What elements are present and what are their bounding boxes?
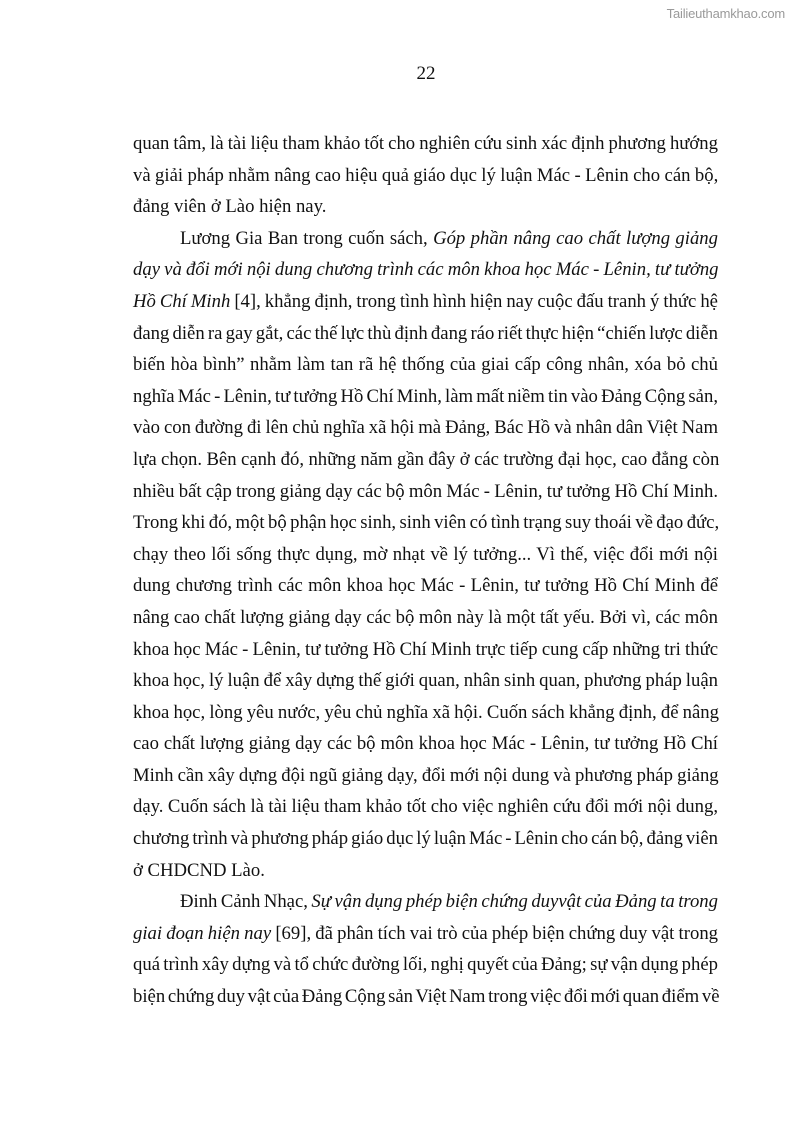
text-line	[133, 128, 718, 160]
text-line	[133, 791, 718, 823]
text-segment: nhiều bất cập trong giảng dạy các bộ môn Mác - Lênin, tư tưởng Hồ Chí Minh.	[133, 480, 718, 502]
text-line	[133, 634, 718, 666]
text-segment: chạy theo lối sống thực dụng, mờ nhạt về lý tưởng... Vì thế, việc đổi mới nội	[133, 543, 718, 565]
text-line	[133, 539, 718, 571]
italic-title-text: Sự vận dụng phép biện chứng duyvật của Đảng ta trong	[311, 891, 718, 913]
text-line	[133, 697, 718, 729]
text-segment: dung chương trình các môn khoa học Mác - Lênin, tư tưởng Hồ Chí Minh để	[133, 575, 718, 597]
text-segment: quá trình xây dựng và tổ chức đường lối, nghị quyết của Đảng; sự vận dụng phép	[133, 954, 718, 976]
text-line	[133, 286, 718, 318]
text-line	[133, 444, 718, 476]
text-segment: quan tâm, là tài liệu tham khảo tốt cho nghiên cứu sinh xác định phương hướng	[133, 133, 718, 154]
paragraph	[133, 223, 718, 886]
text-segment: nghĩa Mác - Lênin, tư tưởng Hồ Chí Minh, làm mất niềm tin vào Đảng Cộng sản,	[133, 385, 718, 407]
text-segment: ở CHDCND Lào.	[133, 859, 265, 881]
text-line	[133, 160, 718, 192]
text-line	[133, 855, 718, 887]
text-line	[133, 949, 718, 981]
text-segment: biến hòa bình” nhằm làm tan rã hệ thống của giai cấp công nhân, xóa bỏ chủ	[133, 354, 718, 376]
paragraph	[133, 886, 718, 1012]
body-text	[133, 128, 718, 1013]
text-line	[133, 476, 718, 508]
text-segment: [69], đã phân tích vai trò của phép biện chứng duy vật trong	[271, 922, 719, 944]
text-segment: chương trình và phương pháp giáo dục lý luận Mác - Lênin cho cán bộ, đảng viên	[133, 828, 718, 850]
text-segment: dạy. Cuốn sách là tài liệu tham khảo tốt cho việc nghiên cứu đổi mới nội dung,	[133, 796, 718, 818]
text-segment: vào con đường đi lên chủ nghĩa xã hội mà Đảng, Bác Hồ và nhân dân Việt Nam	[133, 417, 718, 439]
italic-title-text: Góp phần nâng cao chất lượng giảng	[433, 227, 718, 249]
text-line	[133, 886, 718, 918]
text-line	[133, 381, 718, 413]
text-line	[133, 760, 718, 792]
watermark: Tailieuthamkhao.com	[666, 6, 785, 21]
text-segment: Minh cần xây dựng đội ngũ giảng dạy, đổi mới nội dung và phương pháp giảng	[133, 764, 719, 786]
italic-title-text: Hồ Chí Minh	[133, 290, 231, 312]
text-segment: và giải pháp nhằm nâng cao hiệu quả giáo dục lý luận Mác - Lênin cho cán bộ,	[133, 164, 719, 186]
text-line	[133, 665, 718, 697]
text-segment: đang diễn ra gay gắt, các thế lực thù định đang ráo riết thực hiện “chiến lược diễn	[133, 322, 718, 344]
italic-title-text: dạy và đổi mới nội dung chương trình các môn khoa học Mác - Lênin, tư tưởng	[133, 259, 719, 281]
text-line	[133, 602, 718, 634]
text-segment: Đinh Cảnh Nhạc,	[180, 891, 312, 913]
text-segment: lựa chọn. Bên cạnh đó, những năm gần đây ở các trường đại học, cao đẳng còn	[133, 448, 720, 470]
text-line	[133, 507, 718, 539]
text-segment: khoa học, lý luận để xây dựng thế giới quan, nhân sinh quan, phương pháp luận	[133, 670, 718, 692]
text-segment: Trong khi đó, một bộ phận học sinh, sinh viên có tình trạng suy thoái về đạo đức,	[133, 512, 720, 534]
text-segment: khoa học Mác - Lênin, tư tưởng Hồ Chí Minh trực tiếp cung cấp những tri thức	[133, 638, 718, 660]
page-number: 22	[416, 63, 436, 84]
text-line	[133, 981, 718, 1013]
text-line	[133, 918, 718, 950]
text-line	[133, 254, 718, 286]
text-segment: Lương Gia Ban trong cuốn sách,	[180, 227, 434, 249]
text-line	[133, 728, 718, 760]
paragraph	[133, 128, 718, 223]
text-segment: biện chứng duy vật của Đảng Cộng sản Việt Nam trong việc đổi mới quan điểm về	[133, 986, 720, 1008]
text-line	[133, 823, 718, 855]
text-line	[133, 223, 718, 255]
text-segment: đảng viên ở Lào hiện nay.	[133, 196, 327, 218]
italic-title-text: giai đoạn hiện nay	[133, 922, 272, 944]
text-line	[133, 349, 718, 381]
text-line	[133, 318, 718, 350]
text-line	[133, 570, 718, 602]
text-segment: nâng cao chất lượng giảng dạy các bộ môn này là một tất yếu. Bởi vì, các môn	[133, 606, 718, 628]
text-segment: cao chất lượng giảng dạy các bộ môn khoa học Mác - Lênin, tư tưởng Hồ Chí	[133, 733, 718, 755]
text-line	[133, 191, 718, 223]
text-segment: [4], khẳng định, trong tình hình hiện nay cuộc đấu tranh ý thức hệ	[230, 290, 718, 312]
text-segment: khoa học, lòng yêu nước, yêu chủ nghĩa xã hội. Cuốn sách khẳng định, để nâng	[133, 701, 719, 723]
text-line	[133, 412, 718, 444]
